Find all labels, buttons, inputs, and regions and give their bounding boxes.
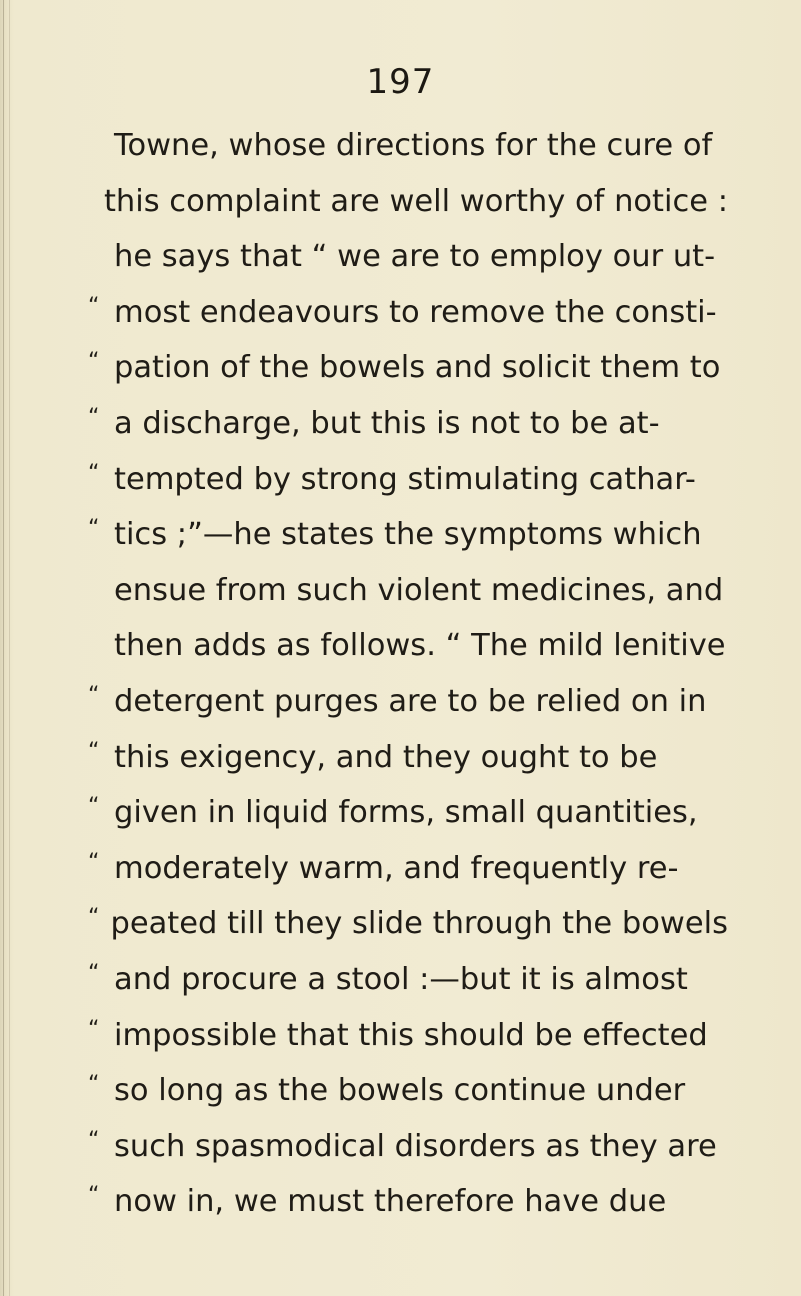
page-number: 197 — [366, 62, 435, 102]
quote-mark: “ — [88, 960, 100, 986]
quote-mark: “ — [88, 905, 100, 931]
line-text: tempted by strong stimulating cathar- — [114, 461, 696, 497]
binding-edge-inner — [9, 0, 10, 1296]
quote-mark: “ — [88, 1183, 100, 1209]
binding-edge — [3, 0, 4, 1296]
quote-mark: “ — [88, 794, 100, 820]
quote-mark: “ — [88, 1127, 100, 1153]
quote-mark: “ — [88, 516, 100, 542]
line-text: peated till they slide through the bowels — [110, 906, 728, 942]
quote-mark — [88, 612, 114, 668]
line-text: so long as the bowels continue under — [114, 1073, 686, 1109]
text-line — [88, 563, 728, 619]
text-line — [88, 1008, 728, 1064]
quote-mark: “ — [88, 349, 100, 375]
line-text: Towne, whose directions for the cure of — [114, 128, 713, 163]
line-text: such spasmodical disorders as they are — [114, 1128, 717, 1164]
body-text — [88, 118, 728, 1230]
text-line — [88, 618, 728, 674]
line-text: a discharge, but this is not to be at- — [114, 405, 660, 441]
line-text: pation of the bowels and solicit them to — [114, 350, 721, 386]
quote-mark: “ — [88, 849, 100, 875]
quote-mark — [88, 168, 104, 224]
text-line — [88, 396, 728, 452]
text-line — [88, 507, 728, 563]
line-text: most endeavours to remove the consti- — [114, 294, 717, 330]
line-text: this exigency, and they ought to be — [114, 739, 658, 775]
text-line — [88, 229, 728, 285]
line-text: impossible that this should be effected — [114, 1017, 708, 1053]
text-line — [88, 1174, 728, 1230]
line-text: and procure a stool :—but it is almost — [114, 961, 688, 997]
text-line — [88, 674, 728, 730]
text-line — [88, 285, 728, 341]
line-text: he says that “ we are to employ our ut- — [114, 239, 716, 275]
quote-mark: “ — [88, 1072, 100, 1098]
text-line — [88, 1063, 728, 1119]
quote-mark: “ — [88, 738, 100, 764]
quote-mark: “ — [88, 682, 100, 708]
quote-mark — [88, 223, 114, 279]
text-line — [88, 340, 728, 396]
line-text: this complaint are well worthy of notice : — [103, 183, 728, 219]
text-line — [88, 785, 728, 841]
text-line — [88, 1119, 728, 1175]
line-text: now in, we must therefore have due — [114, 1184, 667, 1220]
quote-mark — [88, 557, 114, 613]
quote-mark: “ — [88, 460, 100, 486]
quote-mark: “ — [88, 293, 100, 319]
line-text: moderately warm, and frequently re- — [114, 850, 679, 886]
text-line — [88, 452, 728, 508]
text-line — [88, 174, 728, 230]
text-line — [88, 841, 728, 897]
line-text: ensue from such violent medicines, and — [114, 572, 724, 608]
line-text: then adds as follows. “ The mild lenitive — [114, 628, 726, 664]
line-text: given in liquid forms, small quantities, — [114, 795, 698, 831]
quote-mark: “ — [88, 404, 100, 430]
text-line — [88, 730, 728, 786]
text-line — [88, 952, 728, 1008]
quote-mark: “ — [88, 1016, 100, 1042]
text-line — [88, 118, 728, 174]
line-text: detergent purges are to be relied on in — [114, 683, 707, 719]
text-line — [88, 896, 728, 952]
quote-mark — [88, 112, 114, 168]
line-text: tics ;”—he states the symptoms which — [114, 517, 702, 553]
